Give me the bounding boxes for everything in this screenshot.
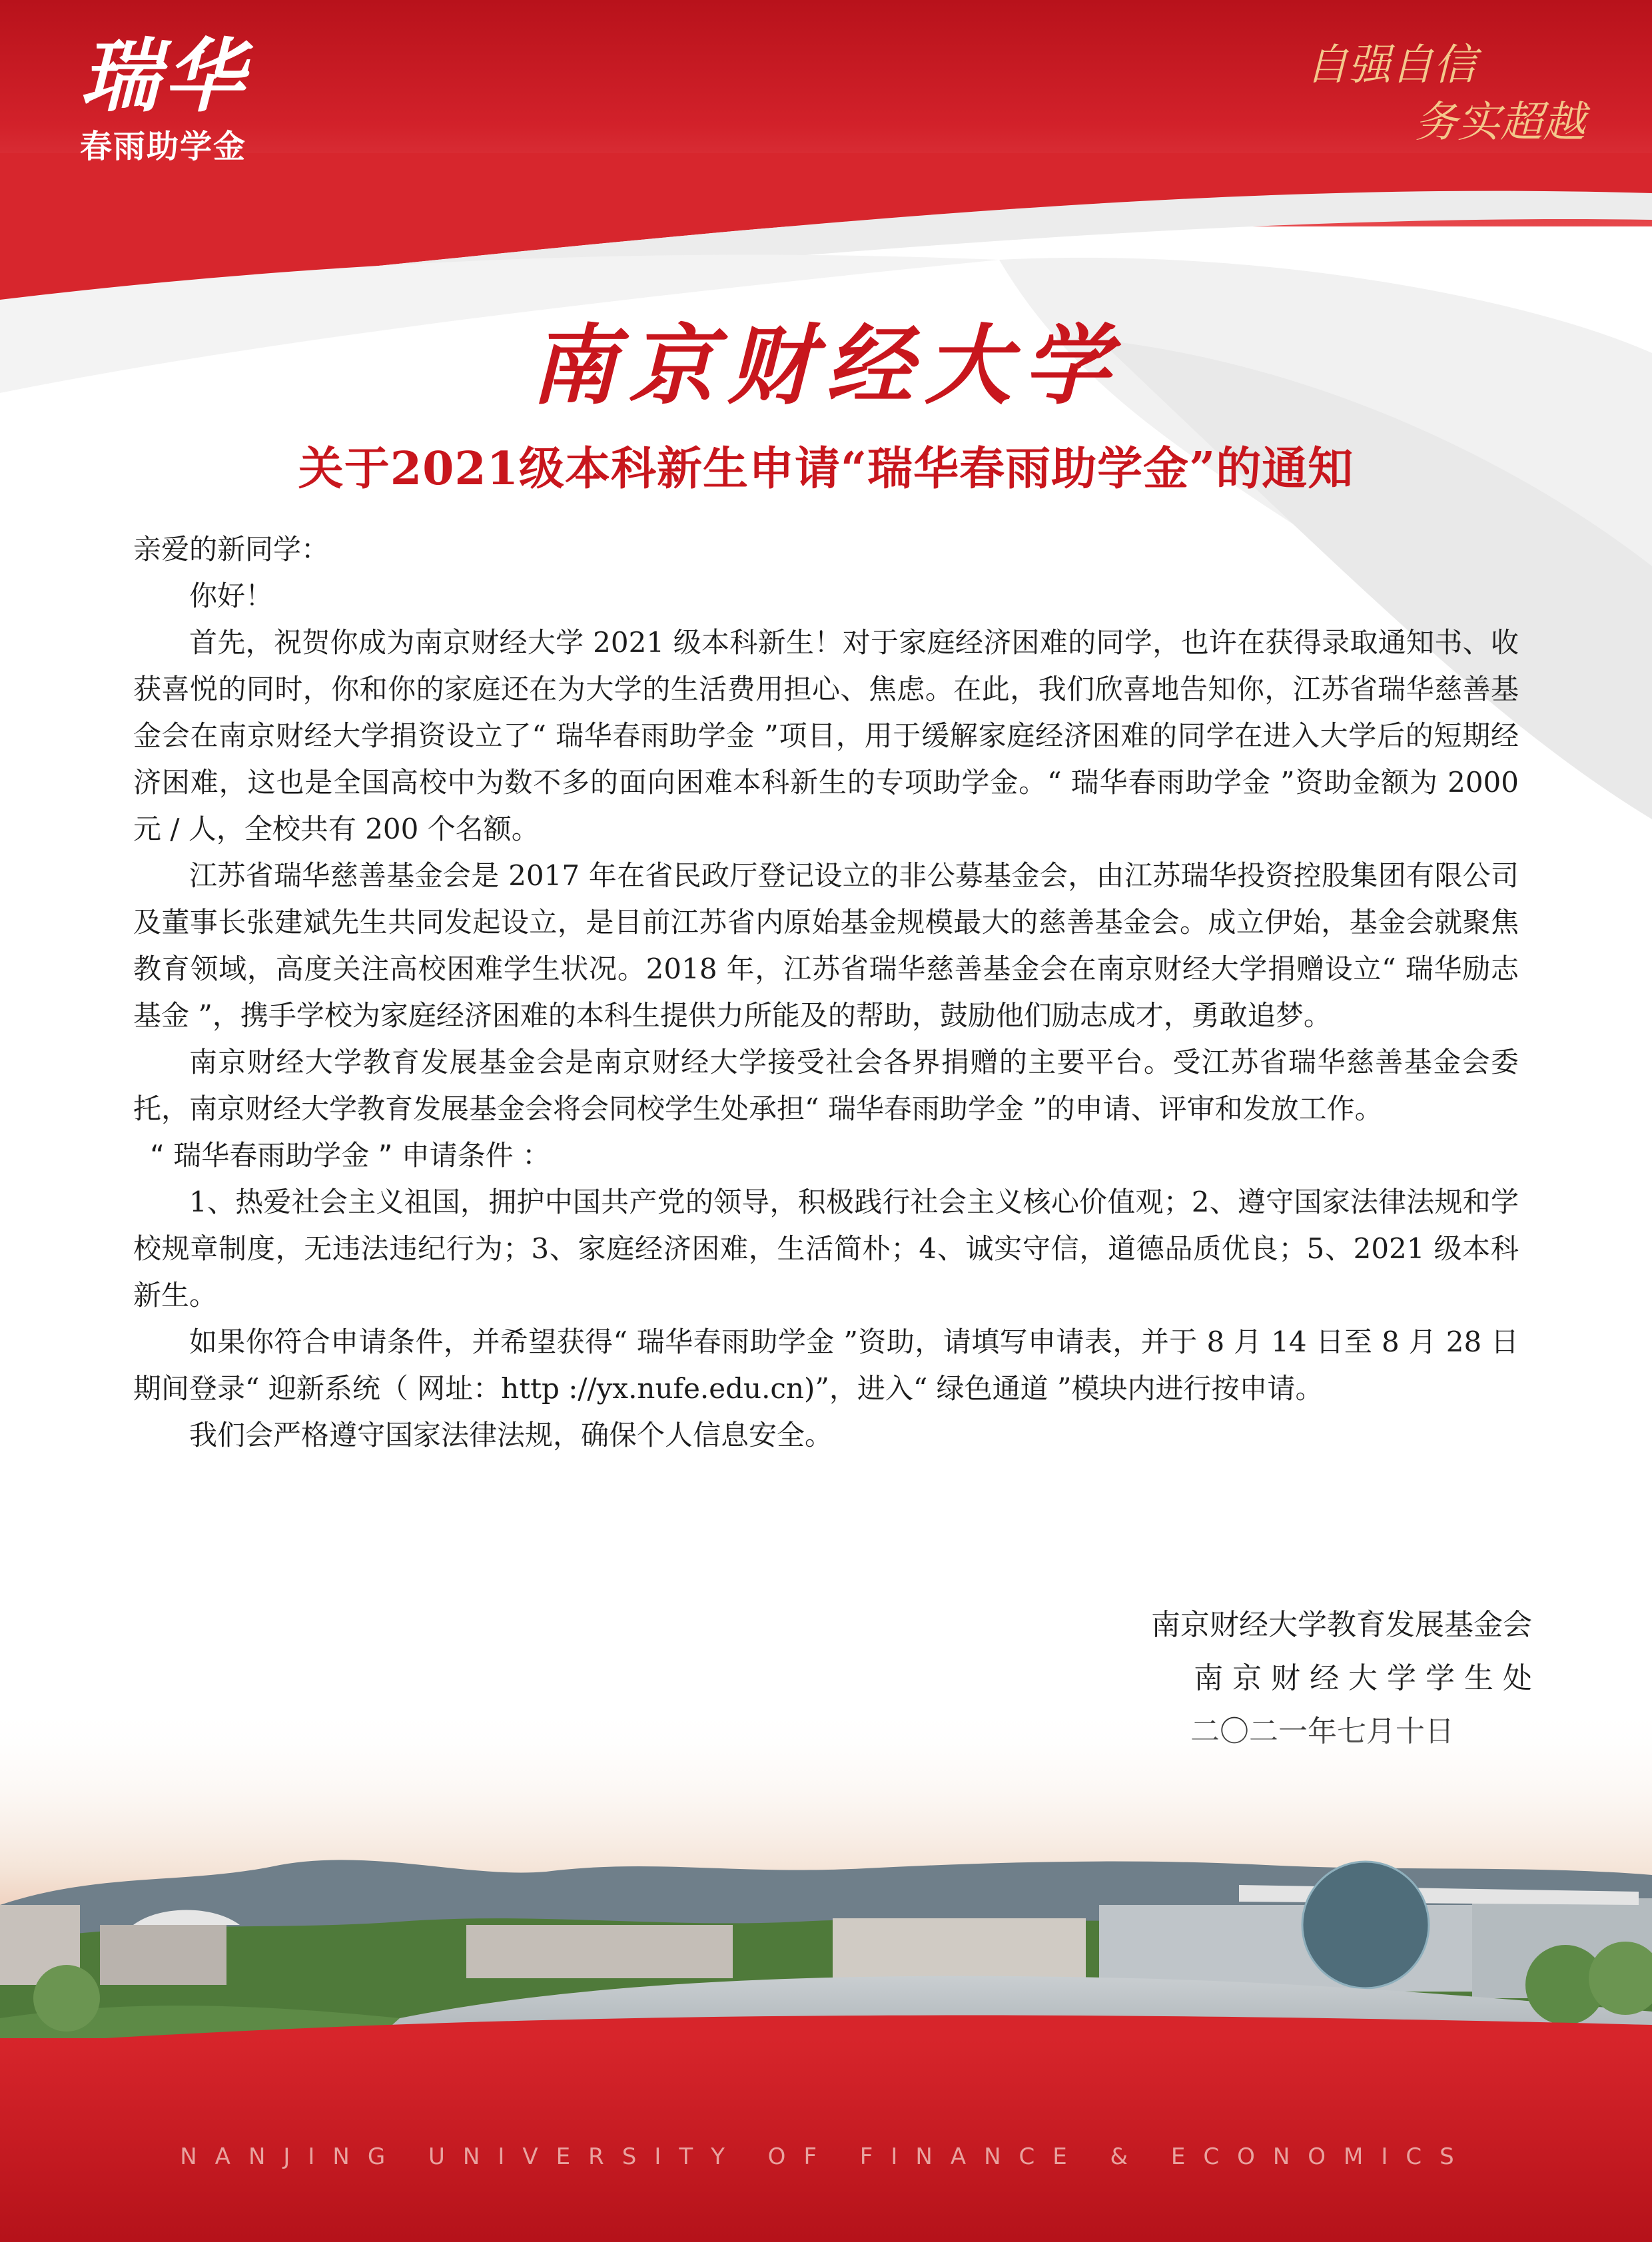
greeting: 亲爱的新同学：: [133, 533, 330, 565]
paragraph-platform: 南京财经大学教育发展基金会是南京财经大学接受社会各界捐赠的主要平台。受江苏省瑞华慈善基金会委托，南京财经大学教育发展基金会将会同校学生处承担“ 瑞华春雨助学金 ”的申请、评审和发放工作。: [133, 1046, 1519, 1125]
signature-org-foundation: 南京财经大学教育发展基金会: [1151, 1608, 1532, 1642]
university-name: 南京财经大学: [530, 314, 1122, 416]
bottom-banner: [0, 2038, 1652, 2242]
paragraph-foundation: 江苏省瑞华慈善基金会是 2017 年在省民政厅登记设立的非公募基金会，由江苏瑞华投资控股集团有限公司及董事长张建斌先生共同发起设立，是目前江苏省内原始基金规模最大的慈善基金会。成立伊始，基金会就聚焦教育领域，高度关注高校困难学生状况。2018 年，江苏省瑞华慈善基金会在南京财经大学捐赠设立“ 瑞华励志基金 ”，携手学校为家庭经济困难的本科生提供力所能及的帮助，鼓励他们励志成才，勇敢追梦。: [133, 859, 1519, 1032]
paragraph-privacy: 我们会严格遵守国家法律法规，确保个人信息安全。: [189, 1419, 833, 1451]
slogan-line-1: 自强自信: [1306, 41, 1476, 90]
slogan: [1306, 37, 1585, 152]
conditions-heading: “ 瑞华春雨助学金 ” 申请条件 ：: [150, 1139, 551, 1172]
paragraph-conditions: 1、热爱社会主义祖国，拥护中国共产党的领导，积极践行社会主义核心价值观；2、遵守国家法律法规和学校规章制度，无违法违纪行为；3、家庭经济困难，生活简朴；4、诚实守信，道德品质优良；5、2021 级本科新生。: [133, 1186, 1519, 1311]
footer-university-english: NANJING UNIVERSITY OF FINANCE & ECONOMICS: [180, 2143, 1472, 2170]
notice-title: 关于2021级本科新生申请“瑞华春雨助学金”的通知: [298, 442, 1354, 496]
ruihua-logo: [80, 29, 280, 167]
logo-main-text: 瑞华: [80, 29, 248, 123]
logo-sub-text: 春雨助学金: [80, 128, 247, 165]
paragraph-intro: 首先，祝贺你成为南京财经大学 2021 级本科新生！对于家庭经济困难的同学，也许在获得录取通知书、收获喜悦的同时，你和你的家庭还在为大学的生活费用担心、焦虑。在此，我们欣喜地告知你，江苏省瑞华慈善基金会在南京财经大学捐资设立了“ 瑞华春雨助学金 ”项目，用于缓解家庭经济困难的同学在进入大学后的短期经济困难，这也是全国高校中为数不多的面向困难本科新生的专项助学金。“ 瑞华春雨助学金 ”资助金额为 2000 元 / 人，全校共有 200 个名额。: [133, 626, 1519, 845]
signature-org-student-office: 南 京 财 经 大 学 学 生 处: [1194, 1661, 1532, 1695]
paragraph-application: 如果你符合申请条件，并希望获得“ 瑞华春雨助学金 ”资助，请填写申请表，并于 8 月 14 日至 8 月 28 日期间登录“ 迎新系统（ 网址：http ://yx.nufe.edu.cn)”，进入“ 绿色通道 ”模块内进行按申请。: [133, 1325, 1519, 1405]
hello: 你好！: [189, 579, 274, 612]
notice-body: [133, 526, 1519, 1459]
slogan-line-2: 务实超越: [1415, 98, 1585, 148]
